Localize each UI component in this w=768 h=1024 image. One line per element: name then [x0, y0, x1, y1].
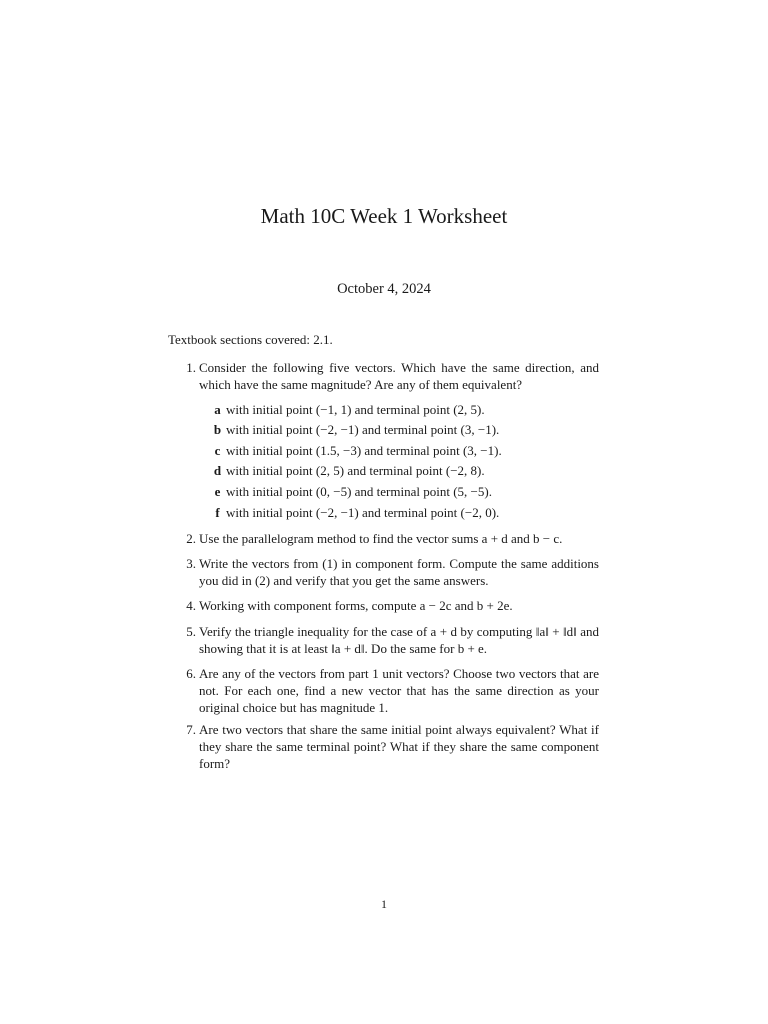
- vector-description: with initial point (2, 5) and terminal point (−2, 8).: [226, 463, 485, 478]
- vector-name: e: [214, 484, 221, 499]
- sections-covered: Textbook sections covered: 2.1.: [168, 332, 333, 347]
- vector-description: with initial point (0, −5) and terminal point (5, −5).: [226, 484, 492, 499]
- vector-description: with initial point (−1, 1) and terminal point (2, 5).: [226, 402, 485, 417]
- question-text: Are two vectors that share the same initial point always equivalent? What if they share the same terminal point? What if they share the same component form?: [199, 722, 599, 771]
- vector-item-d: [213, 462, 485, 479]
- question-text: Working with component forms, compute a − 2c and b + 2e.: [199, 598, 513, 613]
- document-date: October 4, 2024: [337, 281, 431, 297]
- vector-name: b: [213, 422, 222, 437]
- vector-description: with initial point (1.5, −3) and terminal point (3, −1).: [226, 443, 502, 458]
- page-title: Math 10C Week 1 Worksheet: [260, 204, 508, 228]
- vector-item-b: [213, 421, 499, 438]
- vector-name: a: [214, 402, 221, 417]
- question-number: 7.: [186, 722, 196, 737]
- question-text: Verify the triangle inequality for the case of a + d by computing ‖a‖ + ‖d‖ and showing that it is at least ‖a + d‖. Do the same for b + e.: [199, 624, 599, 656]
- question-text: Write the vectors from (1) in component form. Compute the same additions you did in (2) and verify that you get the same answers.: [199, 556, 599, 588]
- question-number: 2.: [186, 531, 196, 546]
- vector-name: f: [215, 505, 220, 520]
- vector-name: c: [214, 443, 221, 458]
- vector-description: with initial point (−2, −1) and terminal point (−2, 0).: [226, 505, 500, 520]
- question-number: 5.: [186, 624, 196, 639]
- vector-description: with initial point (−2, −1) and terminal point (3, −1).: [226, 422, 500, 437]
- question-number: 1.: [186, 360, 196, 375]
- question-number: 4.: [186, 598, 196, 613]
- vector-item-a: [213, 401, 485, 418]
- vector-item-f: [213, 504, 499, 521]
- question-text: Use the parallelogram method to find the vector sums a + d and b − c.: [199, 531, 563, 546]
- page-number: 1: [381, 897, 387, 911]
- question-number: 3.: [186, 556, 196, 571]
- question-number: 6.: [186, 666, 196, 681]
- vector-item-e: [213, 483, 492, 500]
- vector-item-c: [213, 442, 502, 459]
- vector-name: d: [213, 463, 222, 478]
- question-text: Are any of the vectors from part 1 unit vectors? Choose two vectors that are not. For each one, find a new vector that has the same direction as your original choice but has magnitude 1.: [199, 666, 599, 715]
- question-text: Consider the following five vectors. Which have the same direction, and which have the same magnitude? Are any of them equivalent?: [199, 360, 599, 392]
